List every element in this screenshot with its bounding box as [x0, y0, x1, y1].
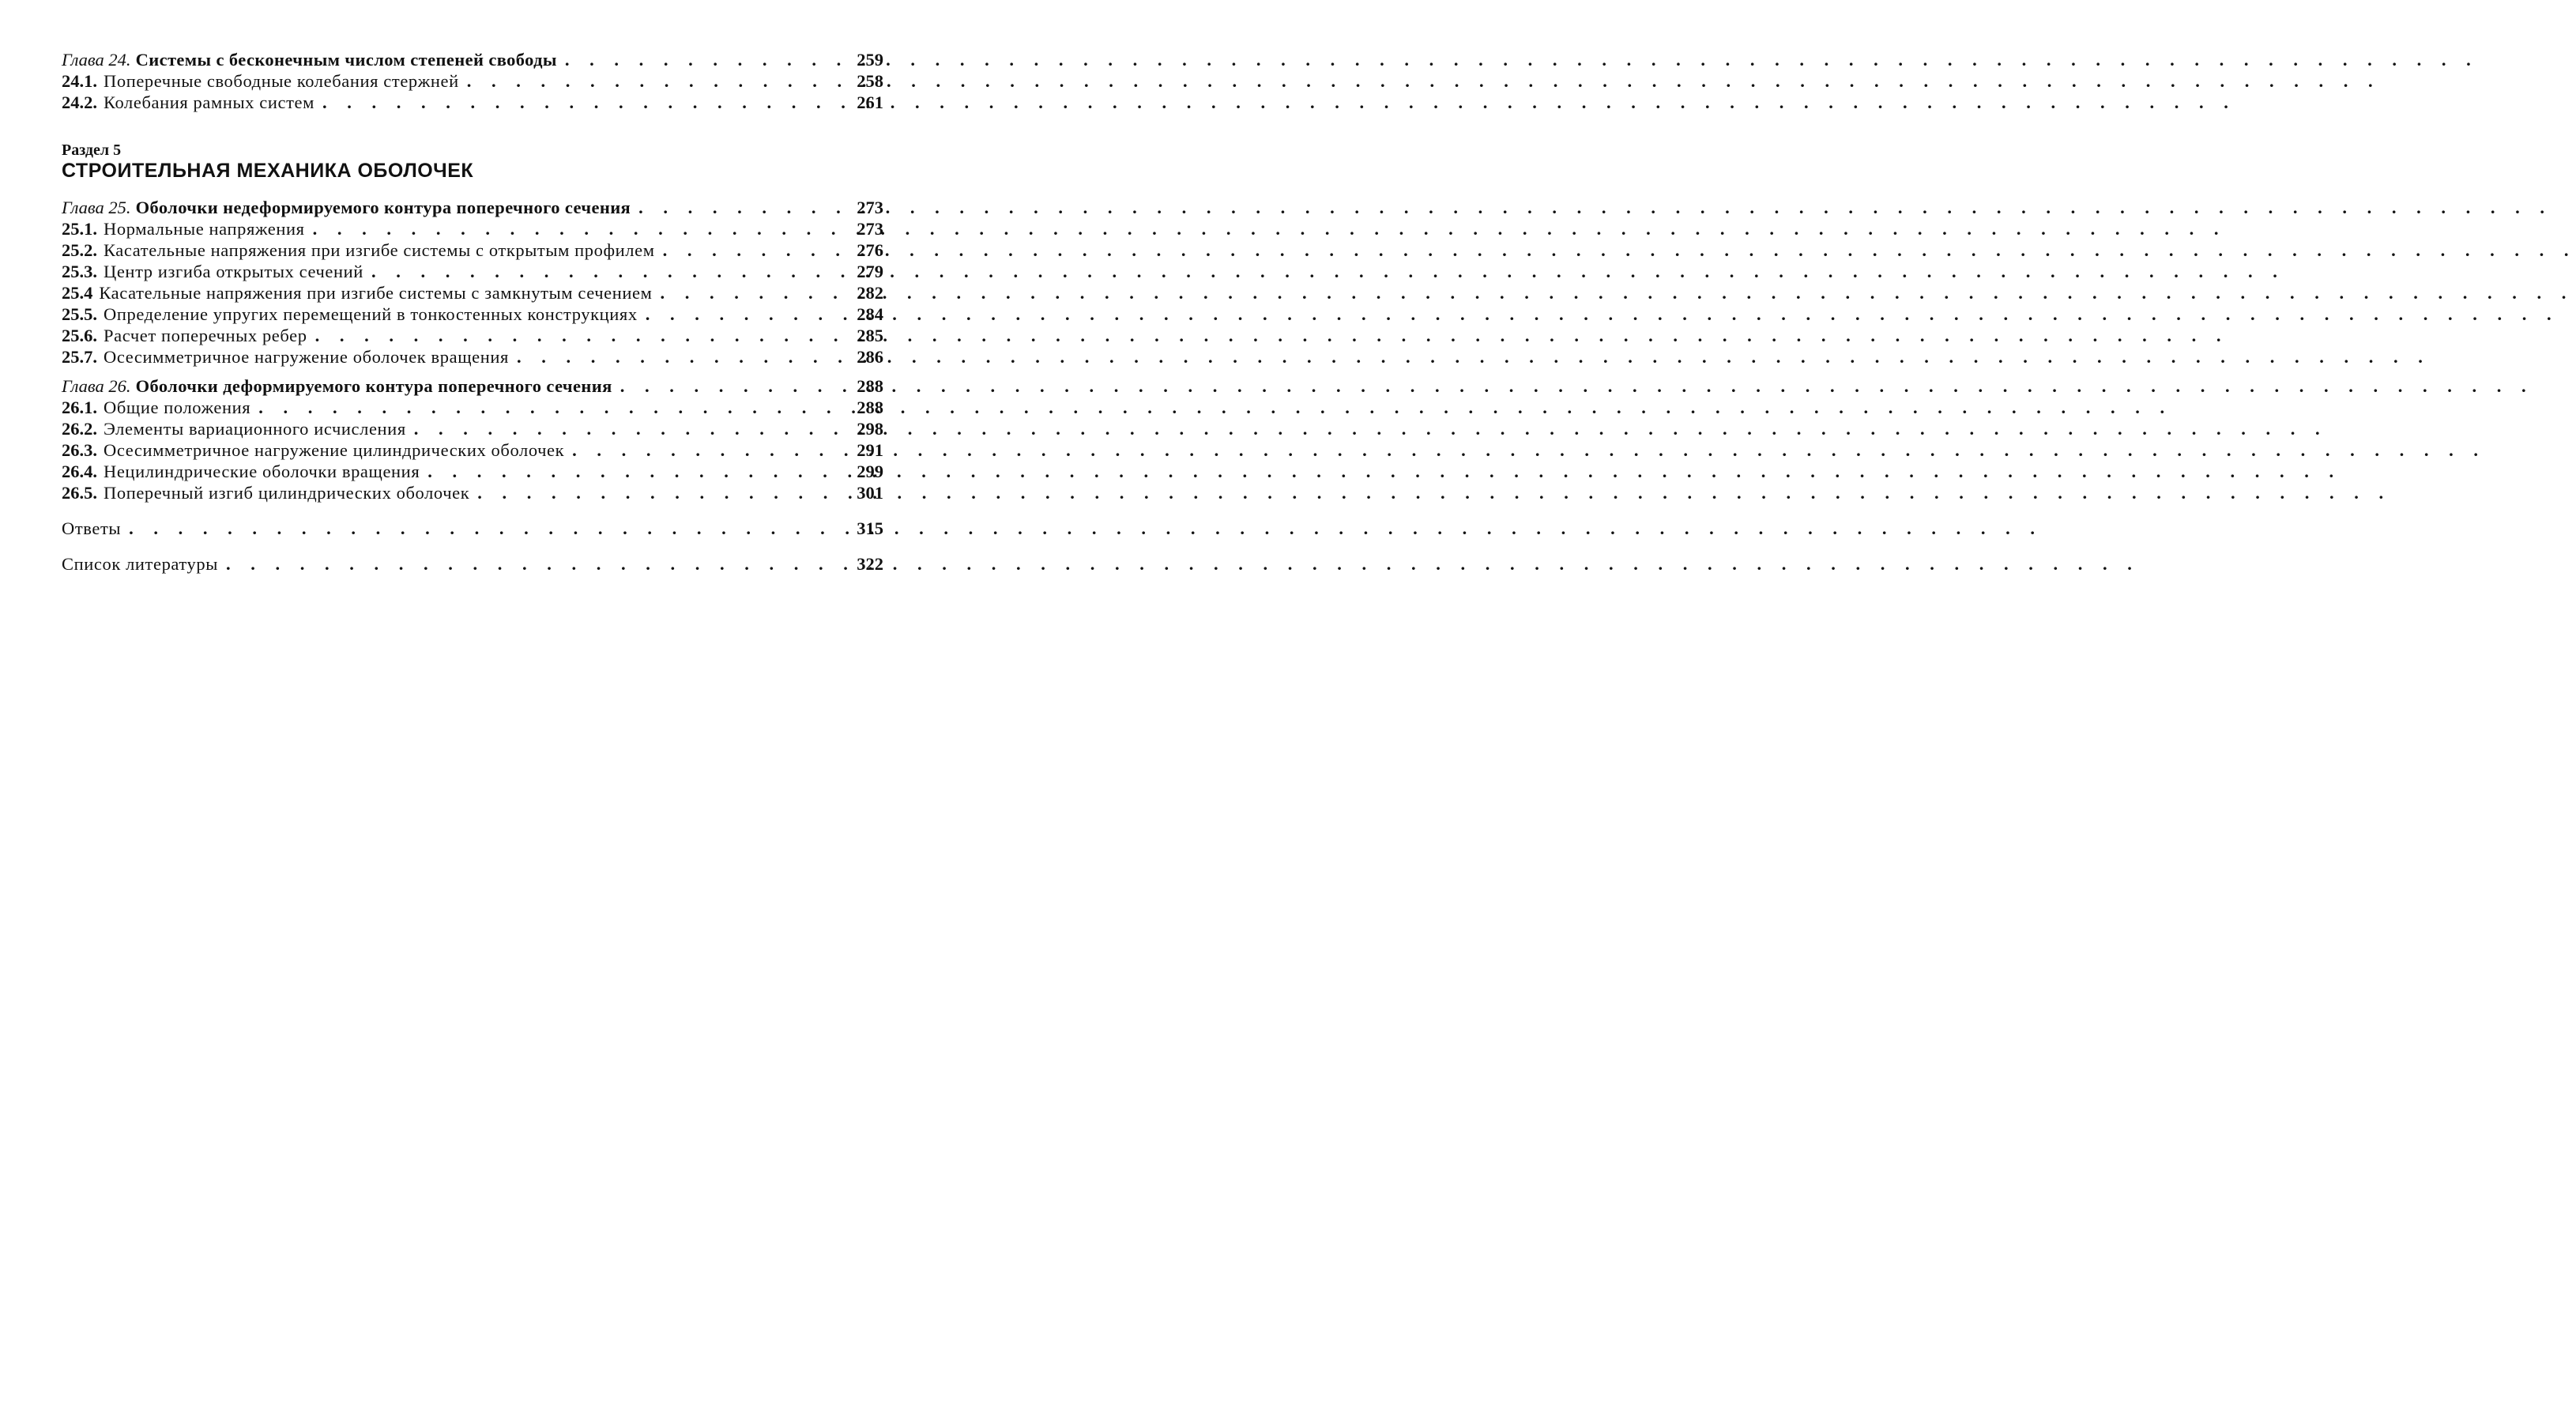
- toc-item[interactable]: [62, 218, 883, 239]
- page-number: 288: [857, 376, 883, 396]
- toc-references[interactable]: [62, 553, 883, 575]
- dot-leader: [315, 325, 849, 346]
- page-number: 276: [857, 240, 883, 260]
- page-number: 284: [857, 304, 883, 324]
- page-number: 258: [857, 71, 883, 91]
- section-number: 25.5.: [62, 304, 97, 324]
- section-title: Нецилиндрические оболочки вращения: [104, 462, 420, 481]
- toc-item[interactable]: [62, 439, 883, 461]
- section-number: 26.3.: [62, 440, 97, 460]
- page-number: 299: [857, 462, 883, 481]
- section-number: 24.2.: [62, 92, 97, 112]
- table-of-contents: [62, 49, 883, 575]
- toc-chapter-26[interactable]: [62, 375, 883, 397]
- toc-answers[interactable]: [62, 518, 883, 539]
- dot-leader: [414, 418, 849, 439]
- dot-leader: [322, 92, 849, 113]
- part-label: Раздел 5: [62, 141, 122, 159]
- page-number: 279: [857, 262, 883, 281]
- dot-leader: [517, 346, 849, 368]
- toc-item[interactable]: [62, 239, 883, 261]
- references-title: Список литературы: [62, 554, 218, 574]
- toc-item[interactable]: [62, 482, 883, 503]
- dot-leader: [226, 553, 849, 575]
- toc-chapter-24[interactable]: [62, 49, 883, 70]
- toc-item[interactable]: [62, 70, 883, 92]
- section-number: 25.3.: [62, 262, 97, 281]
- section-title: Касательные напряжения при изгибе системы с открытым профилем: [104, 240, 655, 260]
- page-number: 273: [857, 219, 883, 239]
- toc-item[interactable]: [62, 418, 883, 439]
- chapter-label: Глава 24.: [62, 50, 131, 70]
- section-title: Осесимметричное нагружение цилиндрических оболочек: [104, 440, 565, 460]
- page-number: 273: [857, 198, 883, 217]
- dot-leader: [620, 375, 849, 397]
- part-title: СТРОИТЕЛЬНАЯ МЕХАНИКА ОБОЛОЧЕК: [62, 160, 474, 182]
- toc-item[interactable]: [62, 92, 883, 113]
- section-title: Определение упругих перемещений в тонкостенных конструкциях: [104, 304, 638, 324]
- page-number: 282: [857, 283, 883, 303]
- dot-leader: [660, 282, 849, 303]
- section-number: 26.5.: [62, 483, 97, 503]
- dot-leader: [258, 397, 849, 418]
- section-title: Осесимметричное нагружение оболочек вращения: [104, 347, 509, 367]
- toc-item[interactable]: [62, 461, 883, 482]
- section-number: 25.4: [62, 283, 93, 303]
- dot-leader: [646, 303, 849, 325]
- page-number: 286: [857, 347, 883, 367]
- chapter-title: Оболочки недеформируемого контура поперечного сечения: [135, 198, 631, 217]
- section-number: 25.6.: [62, 326, 97, 345]
- dot-leader: [477, 482, 849, 503]
- page-number: 291: [857, 440, 883, 460]
- toc-item[interactable]: [62, 397, 883, 418]
- section-title: Нормальные напряжения: [104, 219, 305, 239]
- section-title: Элементы вариационного исчисления: [104, 419, 406, 439]
- section-number: 25.7.: [62, 347, 97, 367]
- page-number: 322: [857, 554, 883, 574]
- section-number: 26.2.: [62, 419, 97, 439]
- dot-leader: [427, 461, 849, 482]
- section-title: Колебания рамных систем: [104, 92, 314, 112]
- page-number: 259: [857, 50, 883, 70]
- chapter-title: Системы с бесконечным числом степеней свободы: [135, 50, 557, 70]
- dot-leader: [371, 261, 849, 282]
- section-title: Поперечные свободные колебания стержней: [104, 71, 459, 91]
- chapter-label: Глава 25.: [62, 198, 131, 217]
- dot-leader: [467, 70, 849, 92]
- dot-leader: [572, 439, 849, 461]
- section-title: Расчет поперечных ребер: [104, 326, 307, 345]
- page-number: 285: [857, 326, 883, 345]
- page-number: 261: [857, 92, 883, 112]
- section-title: Общие положения: [104, 398, 251, 417]
- page-number: 298: [857, 419, 883, 439]
- section-number: 24.1.: [62, 71, 97, 91]
- chapter-label: Глава 26.: [62, 376, 131, 396]
- page-number: 315: [857, 518, 883, 538]
- page-number: 301: [857, 483, 883, 503]
- section-title: Касательные напряжения при изгибе системы с замкнутым сечением: [99, 283, 653, 303]
- section-number: 25.2.: [62, 240, 97, 260]
- toc-item[interactable]: [62, 346, 883, 368]
- dot-leader: [129, 518, 849, 539]
- toc-item[interactable]: [62, 282, 883, 303]
- section-number: 26.1.: [62, 398, 97, 417]
- dot-leader: [663, 239, 849, 261]
- dot-leader: [565, 49, 849, 70]
- answers-title: Ответы: [62, 518, 122, 538]
- section-title: Центр изгиба открытых сечений: [104, 262, 363, 281]
- section-title: Поперечный изгиб цилиндрических оболочек: [104, 483, 470, 503]
- section-number: 26.4.: [62, 462, 97, 481]
- toc-chapter-25[interactable]: [62, 197, 883, 218]
- chapter-title: Оболочки деформируемого контура поперечного сечения: [135, 376, 612, 396]
- dot-leader: [313, 218, 849, 239]
- page-number: 288: [857, 398, 883, 417]
- dot-leader: [638, 197, 849, 218]
- section-number: 25.1.: [62, 219, 97, 239]
- toc-item[interactable]: [62, 261, 883, 282]
- toc-item[interactable]: [62, 325, 883, 346]
- toc-item[interactable]: [62, 303, 883, 325]
